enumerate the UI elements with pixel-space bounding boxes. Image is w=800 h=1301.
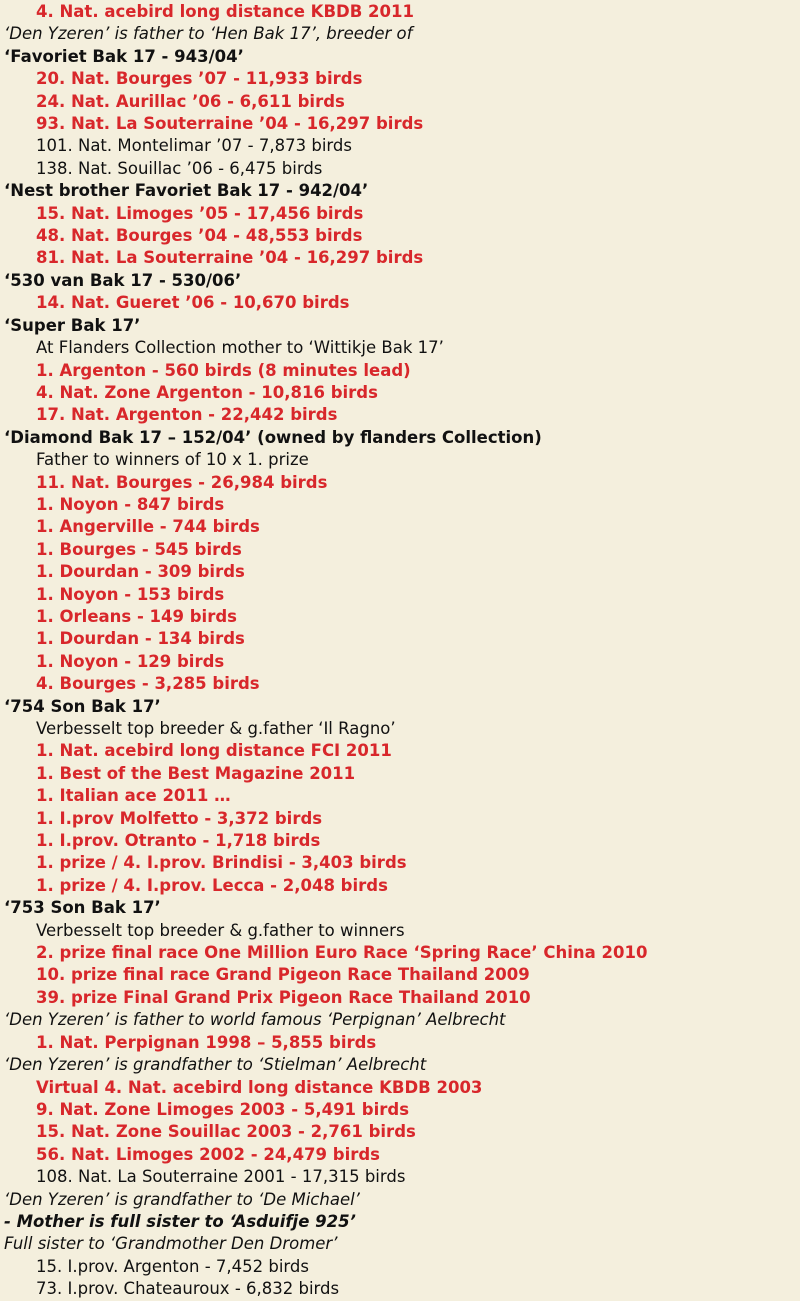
- result-line: 14. Nat. Gueret ’06 - 10,670 birds: [36, 293, 350, 313]
- result-line: 1. I.prov Molfetto - 3,372 birds: [36, 808, 323, 828]
- result-line: 108. Nat. La Souterraine 2001 - 17,315 birds: [36, 1167, 406, 1187]
- result-line: 56. Nat. Limoges 2002 - 24,479 birds: [36, 1144, 380, 1164]
- result-line: 9. Nat. Zone Limoges 2003 - 5,491 birds: [36, 1099, 410, 1119]
- result-line: 2. prize final race One Million Euro Race ‘Spring Race’ China 2010: [36, 943, 648, 963]
- heading-line: ‘Den Yzeren’ is father to ‘Hen Bak 17’, breeder of: [4, 24, 413, 44]
- result-line: 15. I.prov. Argenton - 7,452 birds: [36, 1256, 309, 1276]
- result-line: 1. prize / 4. I.prov. Lecca - 2,048 birds: [36, 875, 388, 895]
- result-line: At Flanders Collection mother to ‘Wittikje Bak 17’: [36, 338, 444, 358]
- heading-line: ‘Diamond Bak 17 – 152/04’ (owned by flanders Collection): [4, 427, 542, 447]
- result-line: Father to winners of 10 x 1. prize: [36, 450, 309, 470]
- result-line: 4. Bourges - 3,285 birds: [36, 674, 260, 694]
- result-line: 15. Nat. Limoges ’05 - 17,456 birds: [36, 203, 364, 223]
- heading-line: ‘530 van Bak 17 - 530/06’: [4, 270, 242, 290]
- heading-line: ‘Den Yzeren’ is grandfather to ‘De Michael’: [4, 1189, 360, 1209]
- result-line: 4. Nat. Zone Argenton - 10,816 birds: [36, 382, 378, 402]
- result-line: 1. Angerville - 744 birds: [36, 517, 260, 537]
- result-line: 15. Nat. Zone Souillac 2003 - 2,761 birds: [36, 1122, 416, 1142]
- heading-line: ‘753 Son Bak 17’: [4, 898, 161, 918]
- heading-line: ‘Den Yzeren’ is grandfather to ‘Stielman’ Aelbrecht: [4, 1055, 427, 1075]
- result-line: 101. Nat. Montelimar ’07 - 7,873 birds: [36, 136, 352, 156]
- heading-line: ‘Nest brother Favoriet Bak 17 - 942/04’: [4, 181, 369, 201]
- result-line: 1. Italian ace 2011 …: [36, 786, 231, 806]
- result-line: 1. Orleans - 149 birds: [36, 606, 237, 626]
- heading-line: ‘Favoriet Bak 17 - 943/04’: [4, 46, 244, 66]
- heading-line: ‘754 Son Bak 17’: [4, 696, 161, 716]
- result-line: 4. Nat. acebird long distance KBDB 2011: [36, 2, 414, 21]
- result-line: 24. Nat. Aurillac ’06 - 6,611 birds: [36, 91, 345, 111]
- result-line: 1. Best of the Best Magazine 2011: [36, 763, 356, 783]
- result-line: 20. Nat. Bourges ’07 - 11,933 birds: [36, 69, 363, 89]
- result-line: 1. Noyon - 847 birds: [36, 494, 225, 514]
- result-line: 10. prize final race Grand Pigeon Race Thailand 2009: [36, 965, 530, 985]
- heading-line: - Mother is full sister to ‘Asduifje 925’: [4, 1211, 356, 1231]
- result-line: 81. Nat. La Souterraine ’04 - 16,297 birds: [36, 248, 424, 268]
- result-line: 1. prize / 4. I.prov. Brindisi - 3,403 birds: [36, 853, 407, 873]
- result-line: 1. I.prov. Otranto - 1,718 birds: [36, 831, 321, 851]
- result-line: 1. Nat. acebird long distance FCI 2011: [36, 741, 392, 761]
- result-line: 1. Noyon - 129 birds: [36, 651, 225, 671]
- result-line: Virtual 4. Nat. acebird long distance KBDB 2003: [36, 1077, 483, 1097]
- result-line: 11. Nat. Bourges - 26,984 birds: [36, 472, 328, 492]
- result-line: 138. Nat. Souillac ’06 - 6,475 birds: [36, 158, 323, 178]
- heading-line: ‘Den Yzeren’ is father to world famous ‘Perpignan’ Aelbrecht: [4, 1010, 506, 1030]
- heading-line: Full sister to ‘Grandmother Den Dromer’: [4, 1234, 338, 1254]
- result-line: 1. Nat. Perpignan 1998 – 5,855 birds: [36, 1032, 377, 1052]
- result-line: Verbesselt top breeder & g.father ‘Il Ragno’: [36, 719, 396, 738]
- result-line: 93. Nat. La Souterraine ’04 - 16,297 birds: [36, 114, 424, 134]
- result-line: 73. I.prov. Chateauroux - 6,832 birds: [36, 1279, 340, 1299]
- result-line: 39. prize Final Grand Prix Pigeon Race Thailand 2010: [36, 987, 531, 1007]
- result-line: 1. Argenton - 560 birds (8 minutes lead): [36, 360, 411, 380]
- result-line: Verbesselt top breeder & g.father to winners: [36, 920, 405, 940]
- result-line: 17. Nat. Argenton - 22,442 birds: [36, 405, 338, 425]
- result-line: 1. Bourges - 545 birds: [36, 539, 242, 559]
- result-line: 1. Dourdan - 309 birds: [36, 562, 245, 582]
- result-line: 1. Dourdan - 134 birds: [36, 629, 245, 649]
- result-line: 48. Nat. Bourges ’04 - 48,553 birds: [36, 226, 363, 246]
- heading-line: ‘Super Bak 17’: [4, 315, 141, 335]
- result-line: 1. Noyon - 153 birds: [36, 584, 225, 604]
